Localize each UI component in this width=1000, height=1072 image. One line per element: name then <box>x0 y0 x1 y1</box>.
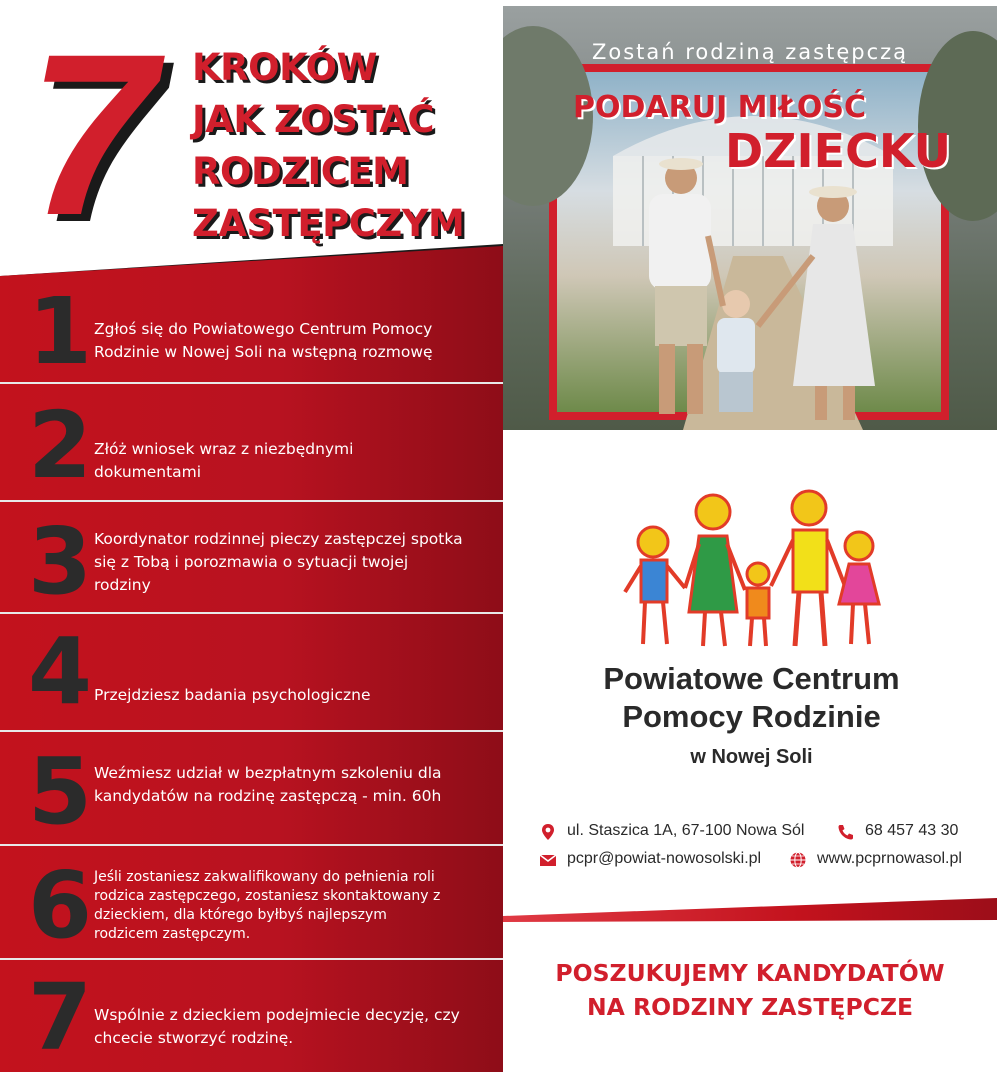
family-walking-illustration <box>503 6 997 430</box>
step-4 <box>0 616 503 732</box>
step-number: 2 <box>28 392 93 499</box>
info-panel <box>503 0 1000 1072</box>
step-5 <box>0 734 503 846</box>
logo-girl-figure <box>839 532 879 644</box>
address-contact <box>539 822 819 842</box>
heading-line-1: KROKÓW <box>192 46 377 89</box>
logo-mother-figure <box>685 495 745 646</box>
website-contact[interactable] <box>789 850 979 870</box>
heading-line-3: RODZICEM <box>192 150 409 193</box>
step-number: 6 <box>28 852 93 959</box>
email-link[interactable]: pcpr@powiat-nowosolski.pl <box>567 850 762 867</box>
location-pin-icon <box>539 823 557 841</box>
steps-heading <box>192 42 464 250</box>
logo-small-child-figure <box>747 563 769 646</box>
website-link[interactable]: www.pcprnowasol.pl <box>817 850 962 867</box>
step-number: 4 <box>28 618 93 725</box>
photo-tagline: Zostań rodziną zastępczą <box>591 40 909 64</box>
organization-name-line-2: Pomocy Rodzinie <box>622 699 881 734</box>
step-number: 3 <box>28 508 93 615</box>
step-number: 7 <box>28 964 93 1071</box>
step-text: Jeśli zostaniesz zakwalifikowany do pełnienia roli rodzica zastępczego, zostaniesz skontaktowany z dzieckiem, dla którego byłbyś najlepszym rodzicem zastępczym. <box>94 869 441 942</box>
organization-name <box>503 660 1000 736</box>
phone-contact <box>837 822 987 842</box>
step-3 <box>0 504 503 614</box>
step-text: Złóż wniosek wraz z niezbędnymi dokumentami <box>94 440 354 481</box>
phone-icon <box>837 823 855 841</box>
step-text: Wspólnie z dzieckiem podejmiecie decyzję, czy chcecie stworzyć rodzinę. <box>94 1006 460 1047</box>
step-text: Przejdziesz badania psychologiczne <box>94 686 371 704</box>
step-7 <box>0 962 503 1072</box>
family-logo-drawing <box>613 482 893 652</box>
step-text: Zgłoś się do Powiatowego Centrum Pomocy Rodzinie w Nowej Soli na wstępną rozmowę <box>94 320 433 361</box>
step-6 <box>0 848 503 960</box>
heading-line-4: ZASTĘPCZYM <box>192 202 465 245</box>
step-number: 5 <box>28 738 93 845</box>
step-number: 1 <box>28 278 93 385</box>
organization-city: w Nowej Soli <box>690 746 813 768</box>
logo-father-figure <box>771 491 845 646</box>
cta-line-1: POSZUKUJEMY KANDYDATÓW <box>555 959 945 987</box>
photo-title-line-2: DZIECKU <box>725 124 952 178</box>
heading-line-2: JAK ZOSTAĆ <box>192 98 435 141</box>
globe-icon <box>789 851 807 869</box>
envelope-icon <box>539 851 557 869</box>
photo-title-line-1: PODARUJ MIŁOŚĆ <box>573 90 867 125</box>
step-1 <box>0 276 503 384</box>
organization-name-line-1: Powiatowe Centrum <box>603 661 900 696</box>
red-swoosh-divider <box>503 898 997 922</box>
address-text: ul. Staszica 1A, 67-100 Nowa Sól <box>567 822 805 839</box>
cta-line-2: NA RODZINY ZASTĘPCZE <box>586 993 914 1021</box>
step-text: Weźmiesz udział w bezpłatnym szkoleniu dla kandydatów na rodzinę zastępczą - min. 60h <box>94 764 442 805</box>
big-seven-number: 7 <box>28 6 156 263</box>
call-to-action <box>503 956 997 1024</box>
email-contact[interactable] <box>539 850 819 870</box>
phone-text: 68 457 43 30 <box>865 822 959 839</box>
family-photo <box>503 6 997 430</box>
step-2 <box>0 386 503 502</box>
logo-boy-figure <box>625 527 685 644</box>
step-text: Koordynator rodzinnej pieczy zastępczej spotka się z Tobą i porozmawia o sytuacji twojej rodziny <box>94 530 463 594</box>
